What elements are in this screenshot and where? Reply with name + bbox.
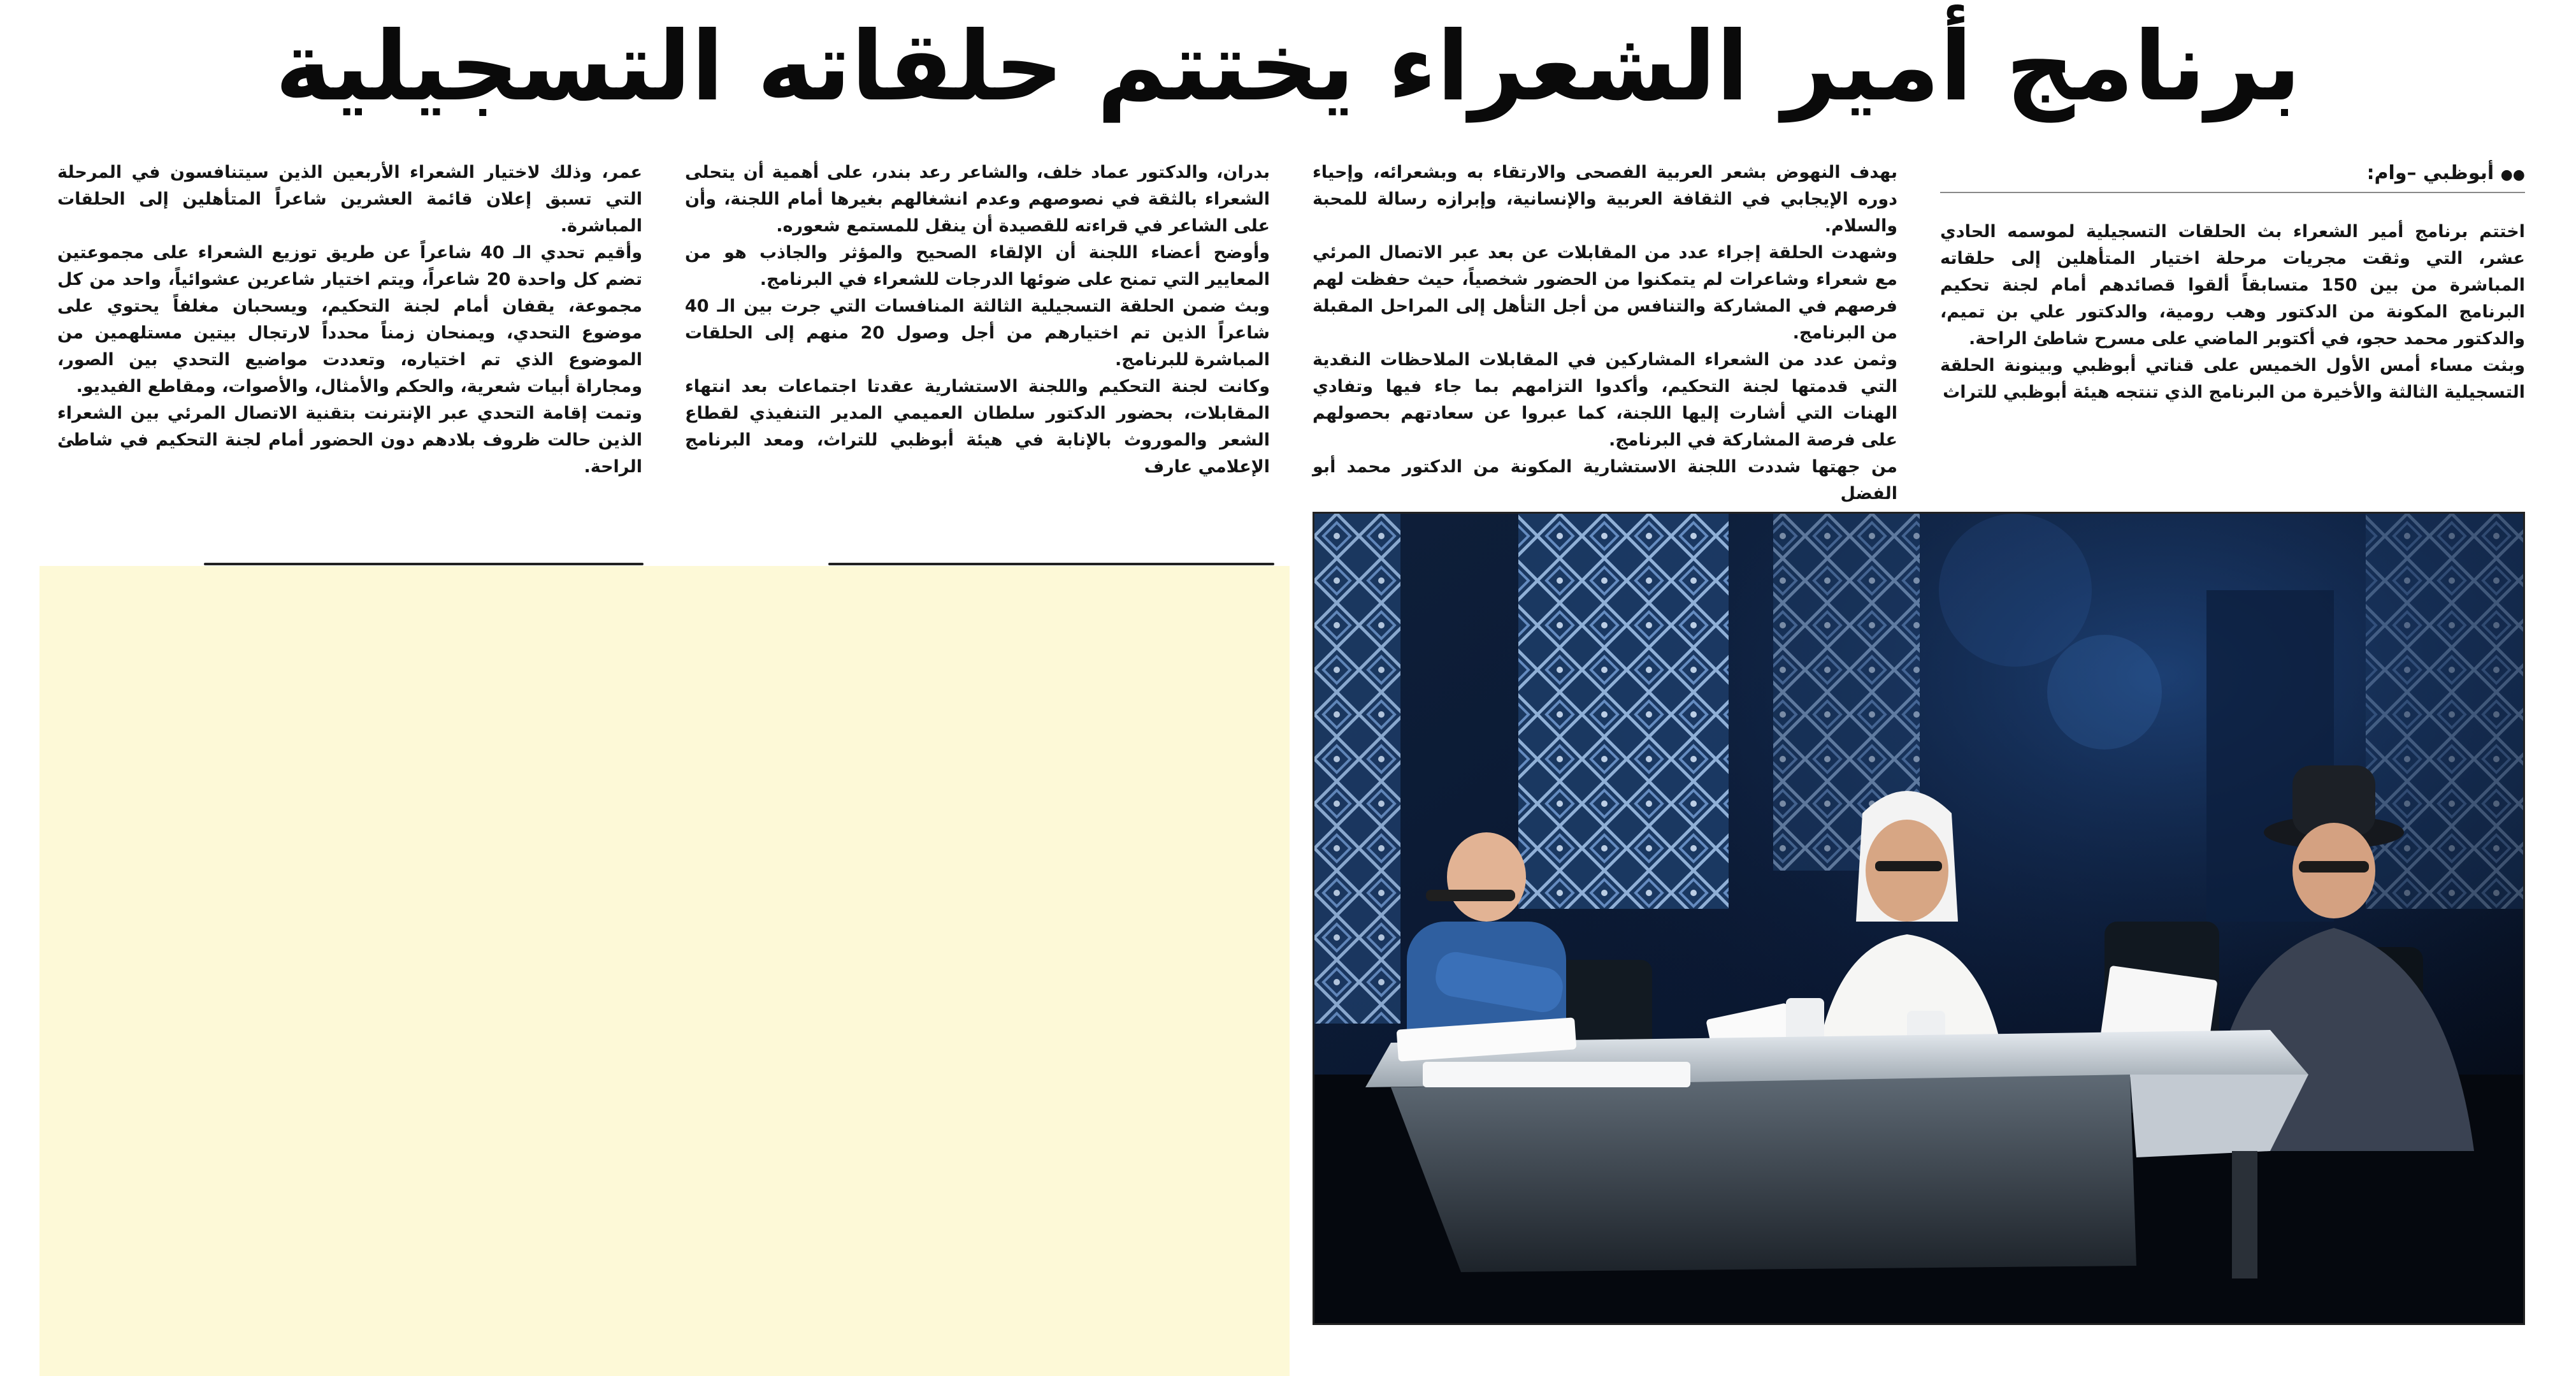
paragraph: وبث ضمن الحلقة التسجيلية الثالثة المنافسات التي جرت بين الـ 40 شاعراً الذين تم اختيارهم من أجل وصول 20 منهم إلى الحلقات المباشرة للبرنامج. bbox=[685, 296, 1270, 370]
paragraph: من جهتها شددت اللجنة الاستشارية المكونة من الدكتور محمد أبو الفضل bbox=[1313, 457, 1897, 503]
paragraph: بهدف النهوض بشعر العربية الفصحى والارتقاء به وبشعرائه، وإحياء دوره الإيجابي في الثقافة العربية والإنسانية، وإبرازه رسالة للمحبة والسلام. bbox=[1313, 163, 1897, 236]
column-divider bbox=[204, 563, 644, 565]
paragraph: وكانت لجنة التحكيم واللجنة الاستشارية عقدتا اجتماعات بعد انتهاء المقابلات، بحضور الدكتور سلطان العميمي المدير التنفيذي لقطاع الشعر والموروث بالإنابة في هيئة أبوظبي للتراث، ومعد البرنامج الإعلامي عارف bbox=[685, 377, 1270, 477]
dateline-text: أبوظبي –وام: bbox=[2366, 162, 2494, 184]
article-photo bbox=[1313, 512, 2525, 1325]
article-column-1 bbox=[1940, 159, 2525, 406]
judges-panel-illustration bbox=[1314, 514, 2523, 1323]
paragraph: وثمن عدد من الشعراء المشاركين في المقابلات الملاحظات النقدية التي قدمتها لجنة التحكيم، وأكدوا التزامهم بما جاء فيها وتفادي الهنات التي أشارت إليها اللجنة، كما عبروا عن سعادتهم بحصولهم على فرصة المشاركة في البرنامج. bbox=[1313, 350, 1897, 450]
paragraph: عمر، وذلك لاختيار الشعراء الأربعين الذين سيتنافسون في المرحلة التي تسبق إعلان قائمة العشرين شاعراً المتأهلين إلى الحلقات المباشرة. bbox=[57, 163, 642, 236]
paragraph: وبثت مساء أمس الأول الخميس على قناتي أبوظبي وبينونة الحلقة التسجيلية الثالثة والأخيرة من البرنامج الذي تنتجه هيئة أبوظبي للتراث bbox=[1940, 356, 2525, 402]
highlight-box bbox=[40, 566, 1290, 1376]
article-column-3 bbox=[685, 159, 1270, 481]
article-column-2 bbox=[1313, 159, 1897, 507]
headline: برنامج أمير الشعراء يختتم حلقاته التسجيلية bbox=[275, 11, 2301, 122]
paragraph: وشهدت الحلقة إجراء عدد من المقابلات عن بعد عبر الاتصال المرئي مع شعراء وشاعرات لم يتمكنوا من الحضور شخصياً، حيث حفظت لهم فرصهم في المشاركة والتنافس من أجل التأهل إلى المراحل المقبلة من البرنامج. bbox=[1313, 243, 1897, 343]
dateline bbox=[1940, 159, 2525, 193]
paragraph: وتمت إقامة التحدي عبر الإنترنت بتقنية الاتصال المرئي بين الشعراء الذين حالت ظروف بلادهم دون الحضور أمام لجنة التحكيم في شاطئ الراحة. bbox=[57, 403, 642, 477]
article-column-4 bbox=[57, 159, 642, 481]
paragraph: وأقيم تحدي الـ 40 شاعراً عن طريق توزيع الشعراء على مجموعتين تضم كل واحدة 20 شاعراً، ويتم اختيار شاعرين عشوائياً، واحد من كل مجموعة، يقفان أمام لجنة التحكيم، ويسحبان مغلفاً يحتوي على موضوع التحدي، ويمنحان زمناً محدداً لارتجال بيتين مستلهمين من الموضوع الذي تم اختياره، وتعددت مواضيع التحدي بين الصور، ومجاراة أبيات شعرية، والحكم والأمثال، والأصوات، ومقاطع الفيديو. bbox=[57, 243, 642, 396]
paragraph: بدران، والدكتور عماد خلف، والشاعر رعد بندر، على أهمية أن يتحلى الشعراء بالثقة في نصوصهم وعدم انشغالهم بغيرها أمام اللجنة، وأن على الشاعر في قراءته للقصيدة أن ينقل للمستمع شعوره. bbox=[685, 163, 1270, 236]
paragraph: وأوضح أعضاء اللجنة أن الإلقاء الصحيح والمؤثر والجاذب هو من المعايير التي تمنح على ضوئها الدرجات للشعراء في البرنامج. bbox=[685, 243, 1270, 289]
bullet-dots-icon: ●● bbox=[2500, 167, 2525, 183]
column-divider bbox=[828, 563, 1274, 565]
paragraph: اختتم برنامج أمير الشعراء بث الحلقات التسجيلية لموسمه الحادي عشر، التي وثقت مجريات مرحلة اختيار المتأهلين إلى حلقاته المباشرة من بين 150 متسابقاً ألقوا قصائدهم أمام لجنة تحكيم البرنامج المكونة من الدكتور وهب رومية، والدكتور علي بن تميم، والدكتور محمد حجو، في أكتوبر الماضي على مسرح شاطئ الراحة. bbox=[1940, 222, 2525, 349]
